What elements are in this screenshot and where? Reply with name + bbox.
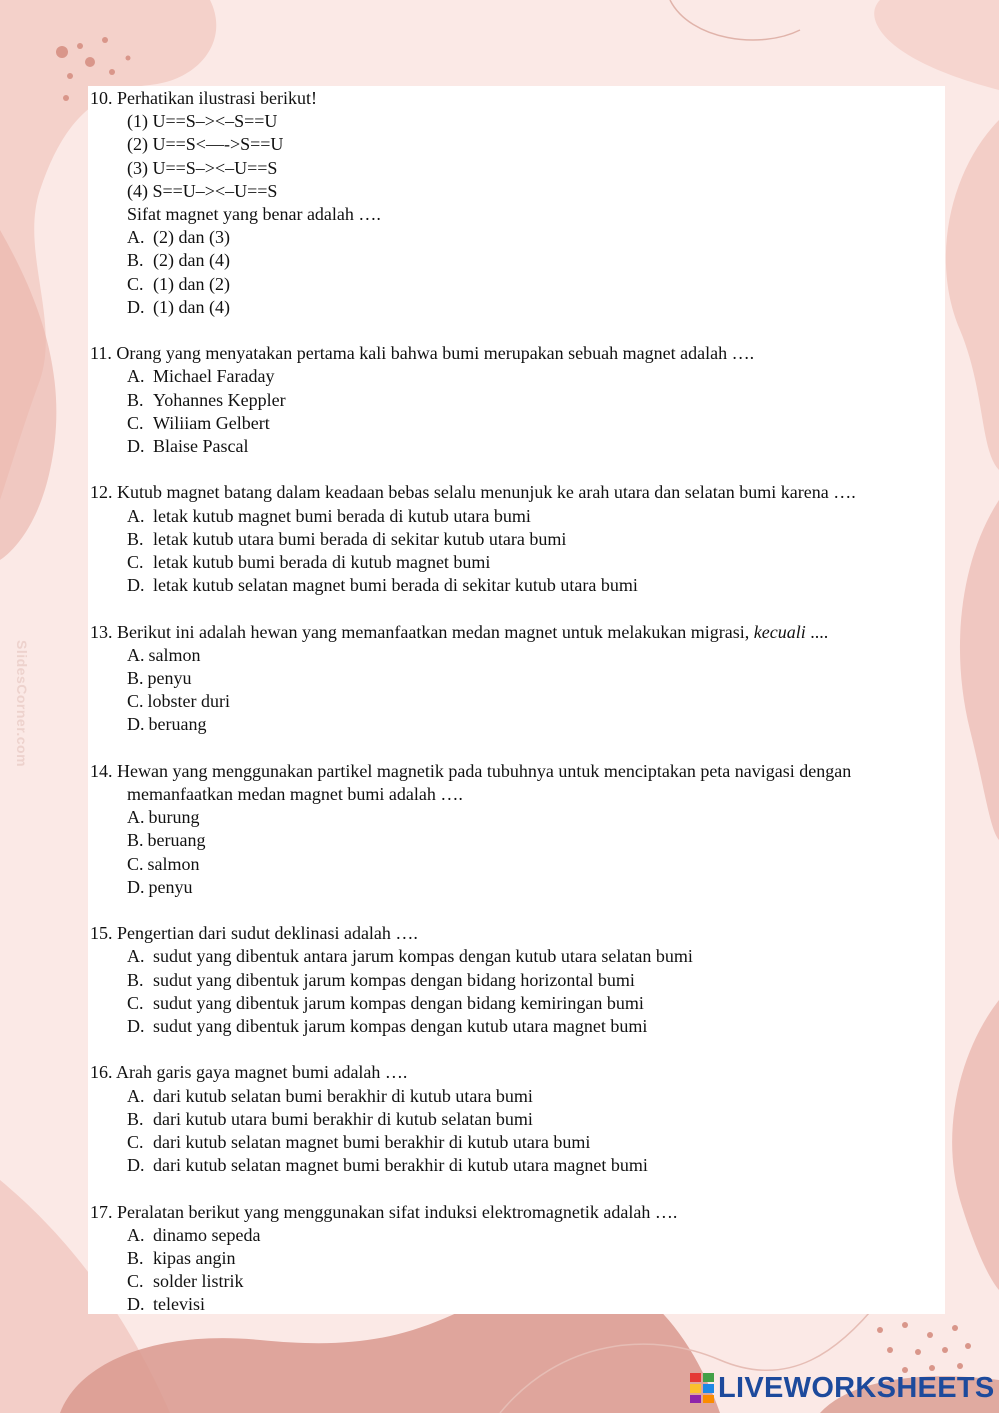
liveworksheets-logo[interactable] <box>690 1370 995 1406</box>
question-text: 17. Peralatan berikut yang menggunakan sifat induksi elektromagnetik adalah …. <box>90 1201 678 1222</box>
choice-d[interactable]: D. televisi <box>127 1294 205 1315</box>
choice-d[interactable]: D. (1) dan (4) <box>127 296 230 317</box>
question-10 <box>90 87 950 319</box>
choice-b[interactable]: B. dari kutub utara bumi berakhir di kutub selatan bumi <box>127 1108 533 1129</box>
choice-b[interactable]: B. sudut yang dibentuk jarum kompas dengan bidang horizontal bumi <box>127 969 635 990</box>
question-12 <box>90 481 950 597</box>
choice-d[interactable]: D. dari kutub selatan magnet bumi berakhir di kutub utara magnet bumi <box>127 1155 648 1176</box>
question-text: 10. Perhatikan ilustrasi berikut! <box>90 88 317 108</box>
question-text-continued: memanfaatkan medan magnet bumi adalah …. <box>127 784 463 805</box>
choice-d[interactable]: D. letak kutub selatan magnet bumi berada di sekitar kutub utara bumi <box>127 575 638 596</box>
question-11 <box>90 342 950 458</box>
choice-b[interactable]: B. (2) dan (4) <box>127 250 230 271</box>
liveworksheets-logo-text: LIVEWORKSHEETS <box>718 1371 995 1404</box>
choice-a[interactable]: A. dari kutub selatan bumi berakhir di kutub utara bumi <box>127 1085 533 1106</box>
question-14 <box>90 760 950 899</box>
choice-b[interactable]: B. letak kutub utara bumi berada di sekitar kutub utara bumi <box>127 528 567 549</box>
liveworksheets-logo-icon <box>690 1373 714 1403</box>
question-list <box>90 87 950 1317</box>
choice-a[interactable]: A. (2) dan (3) <box>127 227 230 248</box>
choice-a[interactable]: A. salmon <box>127 644 201 665</box>
illustration-line: (1) U==S–><–S==U <box>127 111 278 132</box>
question-text: 13. Berikut ini adalah hewan yang memanfaatkan medan magnet untuk melakukan migrasi, kecuali .... <box>90 621 829 642</box>
illustration-line: (3) U==S–><–U==S <box>127 157 278 178</box>
question-text: 14. Hewan yang menggunakan partikel magnetik pada tubuhnya untuk menciptakan peta navigasi dengan <box>90 760 852 781</box>
question-text: 11. Orang yang menyatakan pertama kali bahwa bumi merupakan sebuah magnet adalah …. <box>90 343 755 364</box>
emphasis-text: kecuali <box>753 621 806 642</box>
question-prompt: Sifat magnet yang benar adalah …. <box>127 204 381 225</box>
choice-a[interactable]: A. Michael Faraday <box>127 366 275 387</box>
choice-d[interactable]: D. beruang <box>127 714 207 735</box>
choice-c[interactable]: C. lobster duri <box>127 691 231 712</box>
choice-a[interactable]: A. letak kutub magnet bumi berada di kutub utara bumi <box>127 505 531 526</box>
question-13 <box>90 621 950 737</box>
illustration-line: (4) S==U–><–U==S <box>127 180 278 201</box>
choice-c[interactable]: C. letak kutub bumi berada di kutub magnet bumi <box>127 552 491 573</box>
watermark-text: SlidesCorner.com <box>14 640 30 768</box>
choice-c[interactable]: C. dari kutub selatan magnet bumi berakhir di kutub utara bumi <box>127 1132 591 1153</box>
choice-c[interactable]: C. sudut yang dibentuk jarum kompas dengan bidang kemiringan bumi <box>127 992 644 1013</box>
question-text: 12. Kutub magnet batang dalam keadaan bebas selalu menunjuk ke arah utara dan selatan bumi karena …. <box>90 482 856 503</box>
choice-d[interactable]: D. sudut yang dibentuk jarum kompas dengan kutub utara magnet bumi <box>127 1016 648 1037</box>
choice-c[interactable]: C. solder listrik <box>127 1271 244 1292</box>
choice-c[interactable]: C. (1) dan (2) <box>127 273 230 294</box>
question-15 <box>90 922 950 1038</box>
choice-d[interactable]: D. penyu <box>127 876 193 897</box>
question-text: 16. Arah garis gaya magnet bumi adalah …. <box>90 1062 408 1083</box>
question-16 <box>90 1061 950 1177</box>
choice-b[interactable]: B. penyu <box>127 668 192 689</box>
choice-c[interactable]: C. salmon <box>127 853 200 874</box>
choice-b[interactable]: B. Yohannes Keppler <box>127 389 286 410</box>
choice-d[interactable]: D. Blaise Pascal <box>127 436 249 457</box>
choice-a[interactable]: A. burung <box>127 807 200 828</box>
choice-a[interactable]: A. sudut yang dibentuk antara jarum kompas dengan kutub utara selatan bumi <box>127 946 693 967</box>
choice-c[interactable]: C. Wiliiam Gelbert <box>127 412 270 433</box>
question-text: 15. Pengertian dari sudut deklinasi adalah …. <box>90 923 418 944</box>
question-17 <box>90 1201 950 1317</box>
illustration-line: (2) U==S<—->S==U <box>127 134 284 155</box>
choice-b[interactable]: B. beruang <box>127 830 206 851</box>
choice-a[interactable]: A. dinamo sepeda <box>127 1224 261 1245</box>
choice-b[interactable]: B. kipas angin <box>127 1248 236 1269</box>
